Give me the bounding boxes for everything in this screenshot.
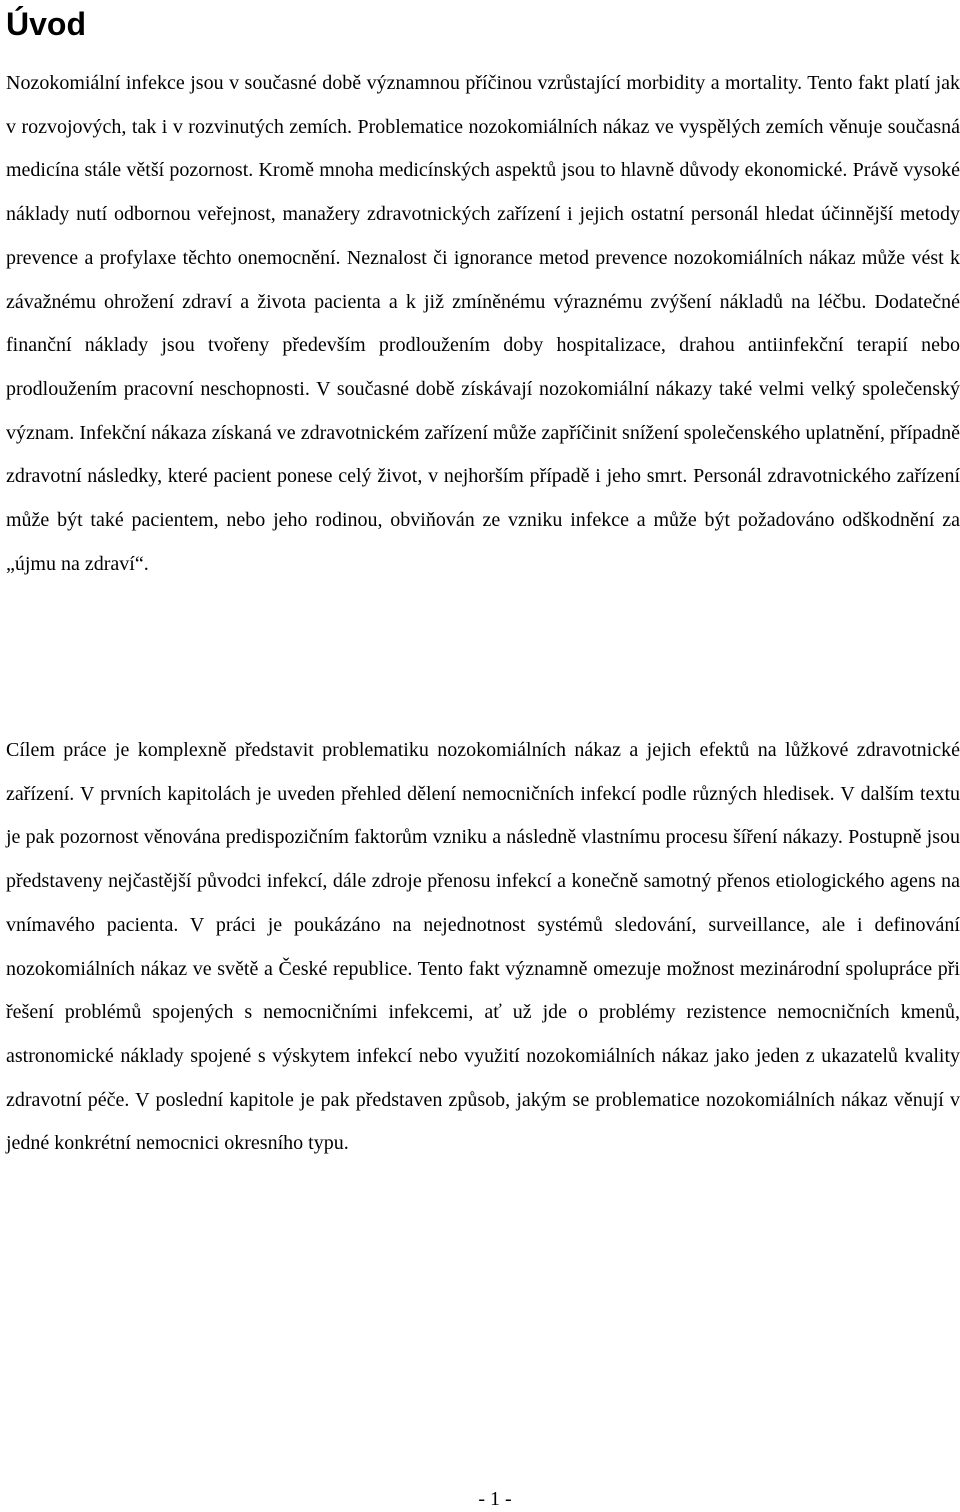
paragraph-aim: Cílem práce je komplexně představit problematiku nozokomiálních nákaz a jejich efektů na lůžkové zdravotnické zařízení. V prvních kapitolách je uveden přehled dělení nemocničních infekcí podle různých hledisek. V dalším textu je pak pozornost věnována predispozičním faktorům vzniku a následně vlastnímu procesu šíření nákazy. Postupně jsou představeny nejčastější původci infekcí, dále zdroje přenosu infekcí a konečně samotný přenos etiologického agens na vnímavého pacienta. V práci je poukázáno na nejednotnost systémů sledování, surveillance, ale i definování nozokomiálních nákaz ve světě a České republice. Tento fakt významně omezuje možnost mezinárodní spolupráce při řešení problémů spojených s nemocničními infekcemi, ať už jde o problémy rezistence nemocničních kmenů, astronomické náklady spojené s výskytem infekcí nebo využití nozokomiálních nákaz jako jeden z ukazatelů kvality zdravotní péče. V poslední kapitole je pak představen způsob, jakým se problematice nozokomiálních nákaz věnují v jedné konkrétní nemocnici okresního typu. — [6, 739, 960, 1155]
paragraph-intro: Nozokomiální infekce jsou v současné době významnou příčinou vzrůstající morbidity a mortality. Tento fakt platí jak v rozvojových, tak i v rozvinutých zemích. Problematice nozokomiálních nákaz ve vyspělých zemích věnuje současná medicína stále větší pozornost. Kromě mnoha medicínských aspektů jsou to hlavně důvody ekonomické. Právě vysoké náklady nutí odbornou veřejnost, manažery zdravotnických zařízení i jejich ostatní personál hledat účinnější metody prevence a profylaxe těchto onemocnění. Neznalost či ignorance metod prevence nozokomiálních nákaz může vést k závažnému ohrožení zdraví a života pacienta a k již zmíněnému výraznému zvýšení nákladů na léčbu. Dodatečné finanční náklady jsou tvořeny především prodloužením doby hospitalizace, drahou antiinfekční terapií nebo prodloužením pracovní neschopnosti. V současné době získávají nozokomiální nákazy také velmi velký společenský význam. Infekční nákaza získaná ve zdravotnickém zařízení může zapříčinit snížení společenského uplatnění, případně zdravotní následky, které pacient ponese celý život, v nejhorším případě i jeho smrt. Personál zdravotnického zařízení může být také pacientem, nebo jeho rodinou, obviňován ze vzniku infekce a může být požadováno odškodnění za „újmu na zdraví“. — [6, 72, 960, 575]
page-number: - 1 - — [478, 1488, 512, 1510]
page-title: Úvod — [6, 6, 86, 42]
